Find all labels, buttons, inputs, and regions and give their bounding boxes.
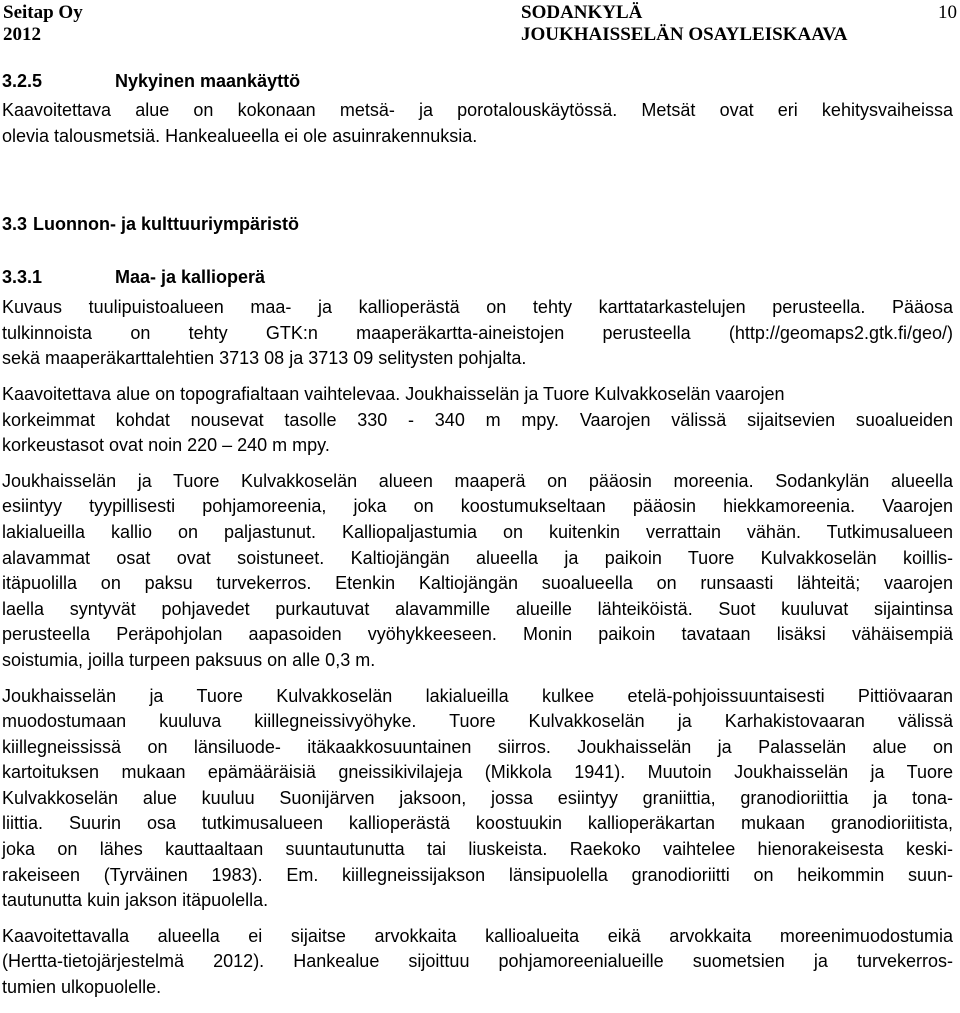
text-line: Joukhaisselän ja Tuore Kulvakkoselän alueen maaperä on pääosin moreenia. Sodankylän alueella bbox=[2, 470, 953, 491]
section-heading-3-2-5 bbox=[2, 70, 953, 92]
text-line: perusteella Peräpohjolan aapasoiden vyöhykkeeseen. Monin paikoin tavataan lisäksi vähäisempiä bbox=[2, 624, 953, 645]
header-year: 2012 bbox=[3, 24, 41, 45]
header-company: Seitap Oy bbox=[3, 2, 83, 23]
paragraph bbox=[2, 924, 953, 1001]
text-line: kiillegneississä on länsiluode- itäkaakkosuuntainen siirros. Joukhaisselän ja Palasselän alue on bbox=[2, 736, 953, 757]
paragraph bbox=[2, 295, 953, 372]
section-number: 3.3.1 bbox=[2, 267, 43, 288]
text-line: (Hertta-tietojärjestelmä 2012). Hankealue sijoittuu pohjamoreenialueille suometsien ja turvekerros- bbox=[2, 951, 953, 972]
text-line: Kuvaus tuulipuistoalueen maa- ja kallioperästä on tehty karttatarkastelujen perusteella. Pääosa bbox=[2, 297, 953, 318]
text-line: lakialueilla kallio on paljastunut. Kalliopaljastumia on kuitenkin verrattain vähän. Tutkimusalueen bbox=[2, 521, 953, 542]
section-number: 3.3 bbox=[2, 214, 28, 235]
paragraph bbox=[2, 98, 953, 149]
text-line: esiintyy tyypillisesti pohjamoreenia, joka on koostumukseltaan pääosin hiekkamoreenia. Vaarojen bbox=[2, 496, 953, 517]
section-number: 3.2.5 bbox=[2, 71, 43, 91]
text-line: joka on lähes kauttaaltaan suuntautunutta tai liuskeista. Raekoko vaihtelee hienorakeisesta keski- bbox=[2, 839, 953, 860]
paragraph bbox=[2, 684, 953, 914]
text-line: Joukhaisselän ja Tuore Kulvakkoselän lakialueilla kulkee etelä-pohjoissuuntaisesti Pittiövaaran bbox=[2, 685, 953, 706]
text-line: sekä maaperäkarttalehtien 3713 08 ja 3713 09 selitysten pohjalta. bbox=[2, 348, 527, 369]
page-number: 10 bbox=[938, 2, 957, 23]
text-line: tulkinnoista on tehty GTK:n maaperäkartta-aineistojen perusteella (http://geomaps2.gtk.fi/geo/) bbox=[2, 322, 953, 343]
section-title: Nykyinen maankäyttö bbox=[115, 71, 301, 91]
header-center bbox=[521, 2, 847, 46]
header-plan-title: JOUKHAISSELÄN OSAYLEISKAAVA bbox=[521, 24, 848, 45]
text-line: korkeustasot ovat noin 220 – 240 m mpy. bbox=[2, 435, 330, 456]
text-line: tautunutta kuin jakson itäpuolella. bbox=[2, 890, 269, 911]
text-line: tumien ulkopuolelle. bbox=[2, 977, 162, 998]
section-heading-3-3-1 bbox=[2, 266, 953, 288]
paragraph bbox=[2, 469, 953, 674]
paragraph bbox=[2, 382, 953, 459]
header-municipality: SODANKYLÄ bbox=[521, 2, 643, 23]
section-title: Luonnon- ja kulttuuriympäristö bbox=[33, 214, 300, 235]
section-heading-3-3 bbox=[2, 213, 953, 235]
text-line: alavammat osat ovat soistuneet. Kaltiojängän alueella ja paikoin Tuore Kulvakkoselän koillis- bbox=[2, 547, 953, 568]
header-left bbox=[3, 2, 83, 46]
text-line: soistumia, joilla turpeen paksuus on alle 0,3 m. bbox=[2, 649, 376, 670]
text-line: rakeiseen (Tyrväinen 1983). Em. kiillegneissijakson länsipuolella granodioriitti on heikommin suun- bbox=[2, 864, 953, 885]
document-body bbox=[2, 70, 953, 1001]
text-line: liittia. Suurin osa tutkimusalueen kallioperästä koostuukin kallioperäkartan mukaan granodioriitista, bbox=[2, 813, 953, 834]
text-line: Kaavoitettava alue on kokonaan metsä- ja porotalouskäytössä. Metsät ovat eri kehitysvaiheissa bbox=[2, 100, 953, 120]
text-line: korkeimmat kohdat nousevat tasolle 330 - 340 m mpy. Vaarojen välissä sijaitsevien suoalueiden bbox=[2, 409, 953, 430]
text-line: Kaavoitettava alue on topografialtaan vaihtelevaa. Joukhaisselän ja Tuore Kulvakkoselän vaarojen bbox=[2, 383, 785, 404]
text-line: Kaavoitettavalla alueella ei sijaitse arvokkaita kallioalueita eikä arvokkaita moreenimuodostumia bbox=[2, 925, 953, 946]
text-line: muodostumaan kuuluva kiillegneissivyöhyke. Tuore Kulvakkoselän ja Karhakistovaaran välissä bbox=[2, 711, 953, 732]
text-line: itäpuolilla on paksu turvekerros. Etenkin Kaltiojängän suoalueella on runsaasti lähteitä; vaarojen bbox=[2, 573, 953, 594]
text-line: olevia talousmetsiä. Hankealueella ei ole asuinrakennuksia. bbox=[2, 125, 478, 146]
text-line: laella syntyvät pohjavedet purkautuvat alavammille alueille lähteiköistä. Suot kuuluvat sijaintinsa bbox=[2, 598, 953, 619]
text-line: Kulvakkoselän alue kuuluu Suonijärven jaksoon, jossa esiintyy graniittia, granodioriittia ja tona- bbox=[2, 787, 953, 808]
text-line: kartoituksen mukaan epämääräisiä gneissikivilajeja (Mikkola 1941). Muutoin Joukhaisselän ja Tuore bbox=[2, 762, 953, 783]
section-title: Maa- ja kallioperä bbox=[115, 267, 266, 288]
